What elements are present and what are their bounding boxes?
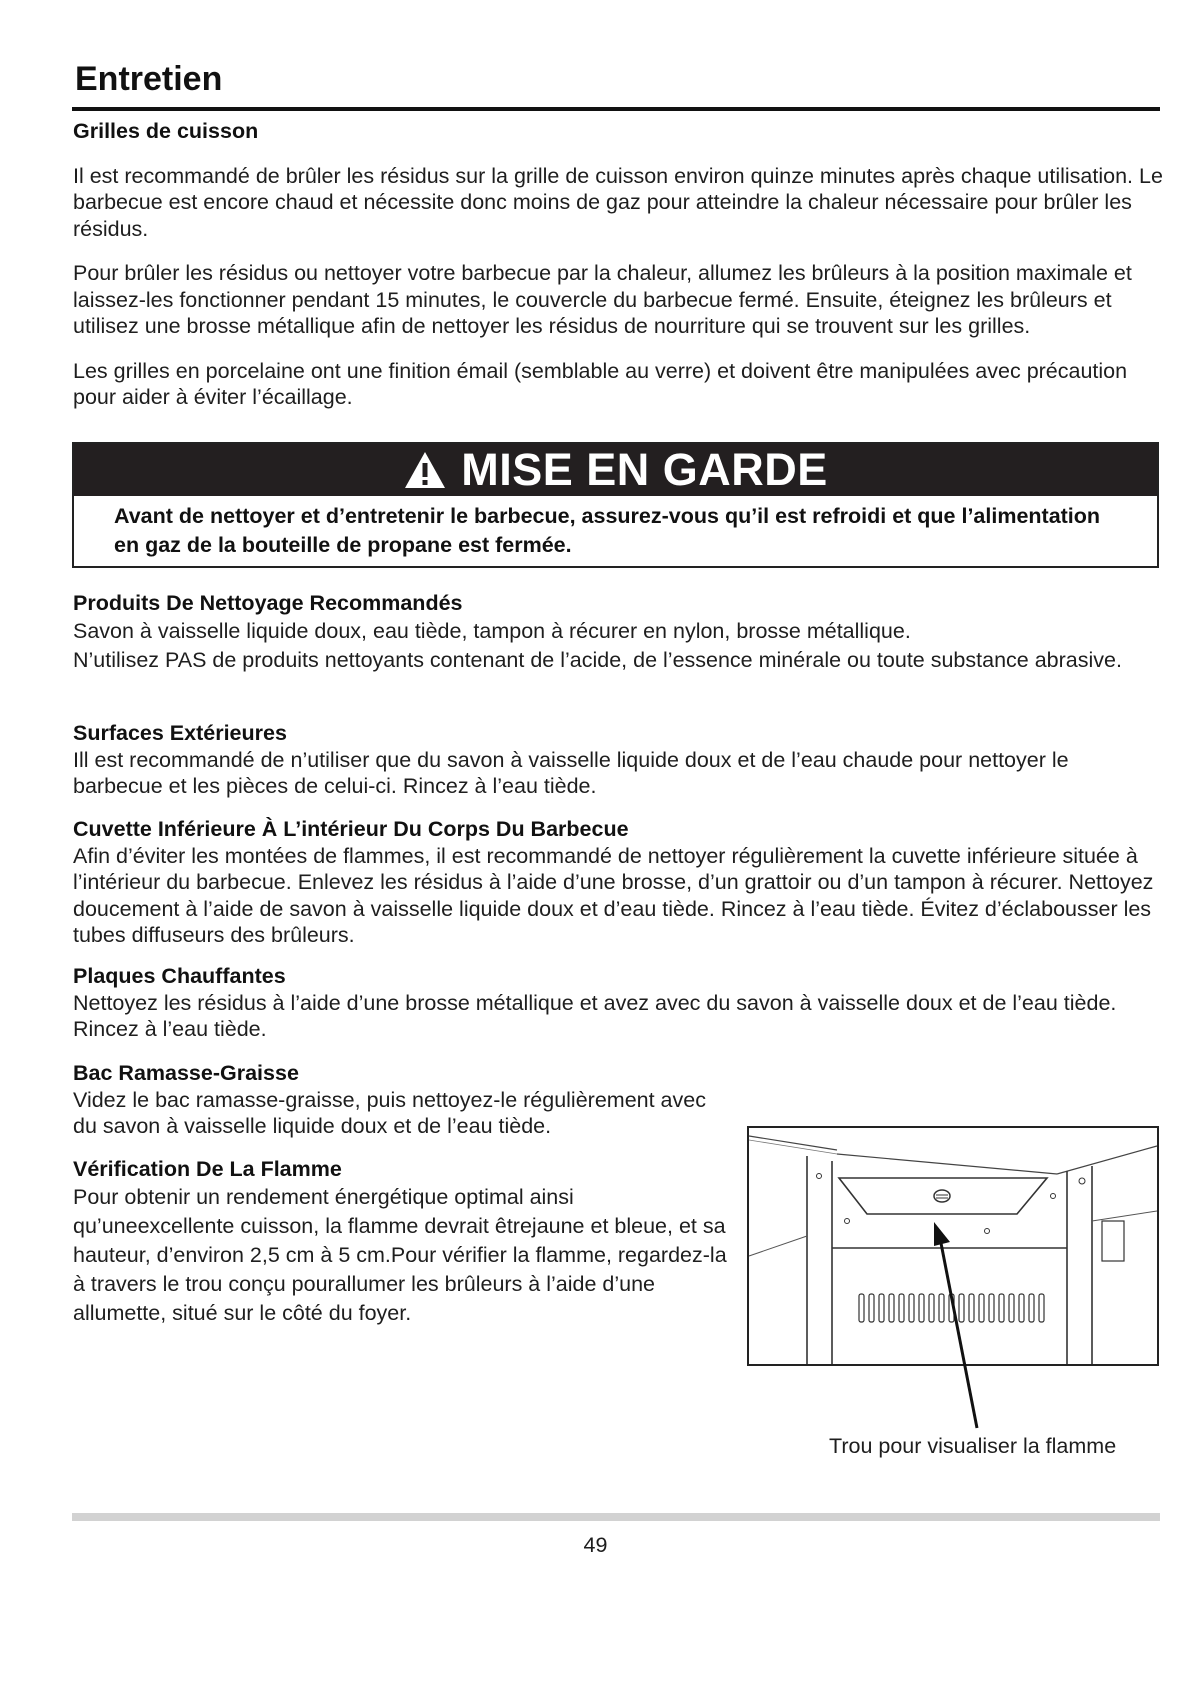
page-number: 49 (583, 1533, 608, 1557)
paragraph: Nettoyez les résidus à l’aide d’une brosse métallique et avez avec du savon à vaisselle doux et de l’eau tiède. Rincez à l’eau tiède. (73, 990, 1117, 1041)
warning-title: MISE EN GARDE (461, 444, 828, 495)
section-bac (73, 1060, 713, 1140)
callout-arrow (930, 1220, 990, 1430)
section-plaques (73, 963, 1163, 1043)
paragraph: Afin d’éviter les montées de flammes, il est recommandé de nettoyer régulièrement la cuvette inférieure située à l’intérieur du barbecue. Enlevez les résidus à l’aide d’une brosse, d’un grattoir ou d’un tampon à récurer. Nettoyez doucement à l’aide de savon à vaisselle liquide doux et d’eau tiède. Rincez à l’eau tiède. Évitez d’éclabousser les tubes diffuseurs des brûleurs. (73, 843, 1154, 947)
paragraph: Les grilles en porcelaine ont une finition émail (semblable au verre) et doivent être manipulées avec précaution pour aider à éviter l’écaillage. (73, 358, 1128, 409)
section-heading: Bac Ramasse-Graisse (73, 1061, 299, 1085)
footer-divider (72, 1513, 1160, 1521)
paragraph: Videz le bac ramasse-graisse, puis nettoyez-le régulièrement avec du savon à vaisselle liquide doux et de l’eau tiède. (73, 1087, 706, 1138)
paragraph: Il est recommandé de brûler les résidus sur la grille de cuisson environ quinze minutes après chaque utilisation. Le barbecue est encore chaud et nécessite donc moins de gaz pour atteindre la chaleur nécessaire pour brûler les résidus. (73, 163, 1163, 241)
warning-text: Avant de nettoyer et d’entretenir le barbecue, assurez-vous qu’il est refroidi et que l’alimentation en gaz de la bouteille de propane est fermée. (114, 504, 1101, 557)
section-heading: Vérification De La Flamme (73, 1157, 342, 1181)
figure-caption: Trou pour visualiser la flamme (829, 1434, 1117, 1458)
title-divider (72, 107, 1160, 111)
section-heading: Surfaces Extérieures (73, 721, 287, 745)
section-produits (73, 590, 1163, 675)
section-heading: Plaques Chauffantes (73, 964, 286, 988)
warning-triangle-icon (403, 450, 447, 490)
section-heading: Produits De Nettoyage Recommandés (73, 591, 463, 615)
paragraph: Ill est recommandé de n’utiliser que du savon à vaisselle liquide doux et de l’eau chaude pour nettoyer le barbecue et les pièces de celui-ci. Rincez à l’eau tiède. (73, 747, 1069, 798)
warning-box (72, 442, 1159, 568)
page-title: Entretien (75, 60, 223, 98)
paragraph: Savon à vaisselle liquide doux, eau tiède, tampon à récurer en nylon, brosse métallique. (73, 618, 911, 643)
paragraph: Pour brûler les résidus ou nettoyer votre barbecue par la chaleur, allumez les brûleurs à la position maximale et laissez-les fonctionner pendant 15 minutes, le couvercle du barbecue fermé. Ensuite, éteignez les brûleurs et utilisez une brosse métallique afin de nettoyer les résidus de nourriture qui se trouvent sur les grilles. (73, 261, 1132, 338)
paragraph: N’utilisez PAS de produits nettoyants contenant de l’acide, de l’essence minérale ou toute substance abrasive. (73, 647, 1122, 672)
section-heading: Cuvette Inférieure À L’intérieur Du Corps Du Barbecue (73, 817, 629, 841)
paragraph: Pour obtenir un rendement énergétique optimal ainsi qu’uneexcellente cuisson, la flamme devrait êtrejaune et bleue, et sa hauteur, d’environ 2,5 cm à 5 cm.Pour vérifier la flamme, regardez-la à travers le trou conçu pourallumer les brûleurs à l’aide d’une allumette, situé sur le côté du foyer. (73, 1184, 727, 1325)
section-grilles (73, 118, 1163, 411)
section-flamme (73, 1156, 728, 1328)
section-cuvette (73, 816, 1163, 949)
section-heading: Grilles de cuisson (73, 119, 259, 143)
section-surfaces (73, 720, 1163, 800)
warning-header (74, 444, 1157, 496)
